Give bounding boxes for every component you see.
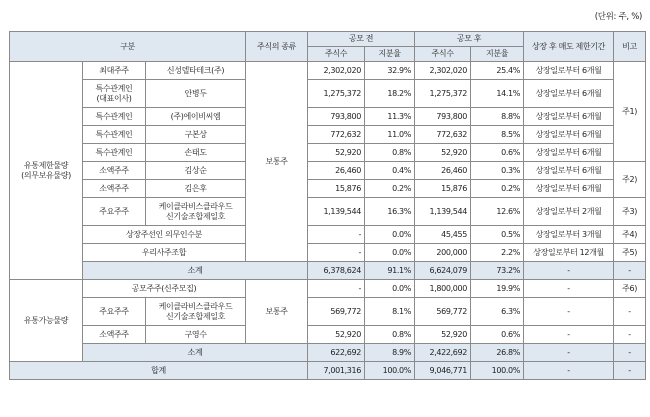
ratio-after: 12.6% — [471, 198, 524, 226]
share-kind: 보통주 — [246, 62, 308, 262]
shares-before: 52,920 — [308, 144, 365, 162]
relation-cell: 특수관계인 (대표이사) — [83, 80, 146, 108]
ratio-before: 0.2% — [365, 180, 415, 198]
ratio-before: 0.4% — [365, 162, 415, 180]
shares-before: - — [308, 226, 365, 244]
shares-after: 2,302,020 — [415, 62, 471, 80]
shares-after: 45,455 — [415, 226, 471, 244]
lockup-period: 상장일로부터 6개월 — [524, 108, 614, 126]
lockup-period: 상장일로부터 6개월 — [524, 144, 614, 162]
lockup-period: - — [524, 326, 614, 344]
lockup-period: 상장일로부터 6개월 — [524, 162, 614, 180]
total-label: 합계 — [10, 362, 308, 380]
holder-name: 신성델타테크(주) — [146, 62, 246, 80]
ratio-before: 18.2% — [365, 80, 415, 108]
table-row — [10, 162, 646, 180]
header-note: 비고 — [614, 32, 646, 62]
shares-after: 26,460 — [415, 162, 471, 180]
holder-name: 구영수 — [146, 326, 246, 344]
subtotal-label: 소계 — [83, 262, 308, 280]
shares-before: 15,876 — [308, 180, 365, 198]
shares-before: - — [308, 244, 365, 262]
table-row — [10, 280, 646, 298]
table-row — [10, 62, 646, 80]
shares-after: 9,046,771 — [415, 362, 471, 380]
shares-after: 569,772 — [415, 298, 471, 326]
shares-after: 1,139,544 — [415, 198, 471, 226]
table-row — [10, 80, 646, 108]
ratio-before: 0.8% — [365, 144, 415, 162]
shares-before: 569,772 — [308, 298, 365, 326]
ratio-after: 0.3% — [471, 162, 524, 180]
header-after-ratio: 지분율 — [471, 47, 524, 62]
table-row — [10, 126, 646, 144]
table-row — [10, 226, 646, 244]
note-cell: - — [614, 362, 646, 380]
ratio-after: 0.6% — [471, 144, 524, 162]
lockup-period: - — [524, 344, 614, 362]
holder-name: 안병두 — [146, 80, 246, 108]
relation-cell: 우리사주조합 — [83, 244, 246, 262]
ratio-before: 8.1% — [365, 298, 415, 326]
relation-cell: 주요주주 — [83, 298, 146, 326]
header-before-ratio: 지분율 — [365, 47, 415, 62]
ratio-after: 6.3% — [471, 298, 524, 326]
header-after-shares: 주식수 — [415, 47, 471, 62]
ratio-after: 0.5% — [471, 226, 524, 244]
shares-before: 26,460 — [308, 162, 365, 180]
note-cell: - — [614, 298, 646, 326]
header-share-type: 주식의 종류 — [246, 32, 308, 62]
unit-label: (단위: 주, %) — [594, 12, 642, 22]
lockup-period: 상장일로부터 12개월 — [524, 244, 614, 262]
total-row — [10, 362, 646, 380]
table-row — [10, 298, 646, 326]
note-cell: 주3) — [614, 198, 646, 226]
note-cell: 주2) — [614, 162, 646, 198]
shares-after: 52,920 — [415, 326, 471, 344]
table-row — [10, 144, 646, 162]
shares-before: 1,275,372 — [308, 80, 365, 108]
holder-name: 손태도 — [146, 144, 246, 162]
ratio-after: 73.2% — [471, 262, 524, 280]
relation-cell: 특수관계인 — [83, 126, 146, 144]
shares-after: 793,800 — [415, 108, 471, 126]
ratio-before: 0.0% — [365, 226, 415, 244]
table-row — [10, 180, 646, 198]
share-kind: 보통주 — [246, 280, 308, 344]
note-cell: 주4) — [614, 226, 646, 244]
note-cell: 주1) — [614, 62, 646, 162]
note-cell: 주5) — [614, 244, 646, 262]
subtotal-row — [10, 344, 646, 362]
note-cell: - — [614, 344, 646, 362]
lockup-period: 상장일로부터 6개월 — [524, 62, 614, 80]
ratio-before: 91.1% — [365, 262, 415, 280]
relation-cell: 소액주주 — [83, 180, 146, 198]
header-after: 공모 후 — [415, 32, 524, 47]
shares-after: 6,624,079 — [415, 262, 471, 280]
header-before-shares: 주식수 — [308, 47, 365, 62]
shares-before: 793,800 — [308, 108, 365, 126]
lockup-period: 상장일로부터 6개월 — [524, 180, 614, 198]
shares-after: 2,422,692 — [415, 344, 471, 362]
shares-after: 52,920 — [415, 144, 471, 162]
shares-before: 772,632 — [308, 126, 365, 144]
ratio-before: 16.3% — [365, 198, 415, 226]
note-cell: - — [614, 262, 646, 280]
ratio-before: 100.0% — [365, 362, 415, 380]
shares-after: 200,000 — [415, 244, 471, 262]
header-restriction: 상장 후 매도 제한기간 — [524, 32, 614, 62]
lockup-period: - — [524, 262, 614, 280]
lockup-period: 상장일로부터 6개월 — [524, 126, 614, 144]
lockup-period: - — [524, 362, 614, 380]
holder-name: 구본상 — [146, 126, 246, 144]
lockup-period: - — [524, 298, 614, 326]
ratio-after: 2.2% — [471, 244, 524, 262]
lockup-period: 상장일로부터 2개월 — [524, 198, 614, 226]
table-row — [10, 198, 646, 226]
note-cell: - — [614, 326, 646, 344]
group-tradable: 유통가능물량 — [10, 280, 83, 362]
header-category: 구분 — [10, 32, 246, 62]
shares-before: 7,001,316 — [308, 362, 365, 380]
ratio-after: 25.4% — [471, 62, 524, 80]
ratio-after: 14.1% — [471, 80, 524, 108]
ratio-before: 8.9% — [365, 344, 415, 362]
shares-before: 2,302,020 — [308, 62, 365, 80]
ratio-before: 32.9% — [365, 62, 415, 80]
relation-cell: 최대주주 — [83, 62, 146, 80]
ratio-after: 26.8% — [471, 344, 524, 362]
ratio-after: 19.9% — [471, 280, 524, 298]
lockup-period: - — [524, 280, 614, 298]
relation-cell: 특수관계인 — [83, 144, 146, 162]
table-row — [10, 244, 646, 262]
relation-cell: 주요주주 — [83, 198, 146, 226]
ratio-after: 0.6% — [471, 326, 524, 344]
holder-name: (주)에이비씨엠 — [146, 108, 246, 126]
shares-before: 622,692 — [308, 344, 365, 362]
group-restricted: 유통제한물량 (의무보유물량) — [10, 62, 83, 280]
ratio-before: 0.0% — [365, 244, 415, 262]
shares-before: - — [308, 280, 365, 298]
shares-before: 6,378,624 — [308, 262, 365, 280]
ratio-before: 11.3% — [365, 108, 415, 126]
shares-after: 772,632 — [415, 126, 471, 144]
ratio-after: 8.5% — [471, 126, 524, 144]
relation-cell: 특수관계인 — [83, 108, 146, 126]
ratio-before: 0.8% — [365, 326, 415, 344]
ratio-before: 0.0% — [365, 280, 415, 298]
ratio-before: 11.0% — [365, 126, 415, 144]
subtotal-label: 소계 — [83, 344, 308, 362]
ratio-after: 100.0% — [471, 362, 524, 380]
relation-cell: 소액주주 — [83, 326, 146, 344]
note-cell: 주6) — [614, 280, 646, 298]
relation-cell: 소액주주 — [83, 162, 146, 180]
lockup-period: 상장일로부터 3개월 — [524, 226, 614, 244]
holder-name: 김상순 — [146, 162, 246, 180]
relation-cell: 공모주주(신주모집) — [83, 280, 246, 298]
holder-name: 케이클라비스클라우드 신기술조합제일호 — [146, 198, 246, 226]
holder-name: 김은후 — [146, 180, 246, 198]
ratio-after: 0.2% — [471, 180, 524, 198]
subtotal-row — [10, 262, 646, 280]
relation-cell: 상장주선인 의무인수분 — [83, 226, 246, 244]
ratio-after: 8.8% — [471, 108, 524, 126]
shares-after: 1,275,372 — [415, 80, 471, 108]
shareholding-table — [9, 31, 646, 380]
holder-name: 케이클라비스클라우드 신기술조합제일호 — [146, 298, 246, 326]
header-before: 공모 전 — [308, 32, 415, 47]
lockup-period: 상장일로부터 6개월 — [524, 80, 614, 108]
table-row — [10, 108, 646, 126]
table-row — [10, 326, 646, 344]
shares-before: 52,920 — [308, 326, 365, 344]
shares-after: 15,876 — [415, 180, 471, 198]
shares-after: 1,800,000 — [415, 280, 471, 298]
shares-before: 1,139,544 — [308, 198, 365, 226]
header-row-1 — [10, 32, 646, 47]
